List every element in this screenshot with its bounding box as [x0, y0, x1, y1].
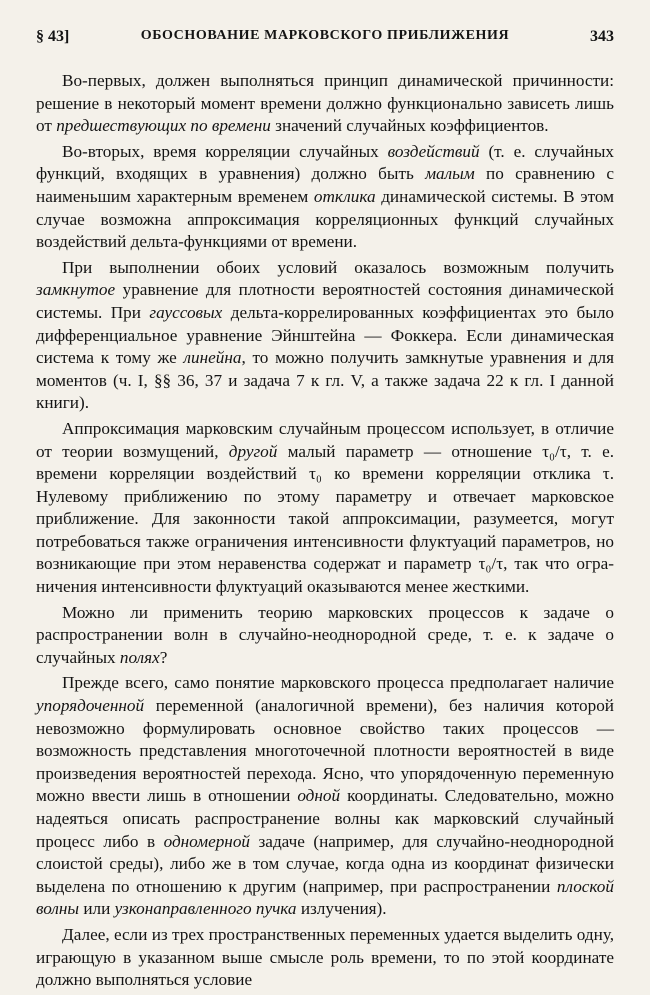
italic-term: другой: [228, 441, 278, 461]
italic-term: отклика: [313, 186, 376, 206]
page-number: 343: [590, 28, 614, 45]
text-run: Далее, если из трех пространственных переменных удается выделить одну, играющую в указанном выше смысле роль времени, то по этой координате должно выполняться условие: [36, 924, 614, 990]
text-run: , то можно получить замкнутые уравнения и для моментов (ч. I, §§ 36, 37 и задача 7 к гл. V, а также задача 22 к гл. I данной книги).: [36, 348, 614, 413]
italic-term: упорядоченной: [36, 696, 145, 716]
text-run: Во-вторых, время корреляции случайных: [62, 141, 388, 161]
paragraph: [36, 70, 614, 138]
text-run: излучения).: [296, 899, 387, 919]
italic-term: предшествующих по времени: [56, 116, 271, 136]
text-run: координаты. Следовательно, можно надеяться описать распространение волны как марковский случайный процесс либо в: [36, 786, 614, 851]
text-run: по сравнению с наименьшим характерным временем: [36, 164, 615, 206]
paragraph: [36, 672, 614, 921]
paragraph: [36, 418, 614, 599]
italic-term: гауссовых: [149, 302, 223, 322]
text-run: дельта-коррелированных коэффициентах это было дифференциальное уравнение Эйнштейна — Фоккера. Если динамическая система к тому же: [36, 302, 614, 368]
running-title: ОБОСНОВАНИЕ МАРКОВСКОГО ПРИБЛИЖЕНИЯ: [140, 28, 510, 43]
italic-term: замкнутое: [36, 280, 116, 300]
italic-term: одной: [297, 786, 341, 806]
text-run: Во-первых, должен выполняться принцип динамической причинности: решение в некоторый момент времени должно функционально зависеть лишь от: [36, 71, 614, 136]
text-run: При выполнении обоих условий оказалось возможным получить: [62, 257, 614, 277]
paragraph: [36, 257, 614, 415]
paragraph: [36, 924, 614, 992]
paragraph: [36, 141, 614, 254]
page-header: [36, 28, 614, 52]
italic-term: плоской волны: [36, 876, 614, 919]
text-run: динамической системы. В этом случае возможна аппроксимация корреляционных функций случайных воздействий дельта-функциями от времени.: [36, 186, 614, 252]
text-run: ?: [159, 647, 168, 667]
text-run: переменной (аналогичной времени), без наличия которой невозможно формулировать основное свойство таких процессов — возможность представления многоточечной плотности вероятностей в виде произведения вероятностей перехода. Ясно, что упорядоченную переменную можно ввести лишь в отношении: [36, 696, 614, 806]
italic-term: малым: [425, 164, 475, 184]
italic-term: одномерной: [163, 831, 251, 851]
text-run: (т. е. случайных функций, входящих в уравнения) должно быть: [36, 141, 614, 184]
text-run: Можно ли применить теорию марковских процессов к задаче о распространении волн в случайно-неоднородной среде, т. е. к задаче о случайных: [36, 602, 614, 667]
body-text: [36, 70, 614, 995]
paragraph: [36, 602, 614, 670]
text-run: значений случайных коэффициентов.: [270, 116, 549, 136]
italic-term: линейна: [183, 348, 242, 368]
italic-term: воздействий: [387, 141, 480, 161]
text-run: Аппроксимация марковским случайным процессом использует, в отличие от теории возмущений,: [36, 418, 614, 461]
text-run: Прежде всего, само понятие марковского процесса предполагает наличие: [62, 673, 614, 693]
text-run: или: [79, 899, 115, 919]
text-run: малый параметр — отношение τ₀/τ, т. е. времени корреляции воздействий τ₀ ко времени корреляции отклика τ. Нулевому приближению по этому параметру и отвечает марковское приближение. Для законности такой аппроксимации, разумеется, могут потребоваться также ограничения интенсивности флуктуаций параметров, но возникающие при этом неравенства содержат и параметр τ₀/τ, так что ограничения интенсивности флуктуаций оказываются менее жесткими.: [36, 441, 615, 597]
text-run: задаче (например, для случайно-неоднородной слоистой среды), либо же в том случае, когда одна из координат физически выделена по отношению к другим (например, при распространении: [36, 831, 614, 896]
text-run: уравнение для плотности вероятностей состояния динамической системы. При: [36, 280, 614, 322]
italic-term: узконаправленного пучка: [114, 899, 297, 919]
italic-term: полях: [119, 647, 160, 667]
section-number: § 43]: [36, 28, 70, 45]
